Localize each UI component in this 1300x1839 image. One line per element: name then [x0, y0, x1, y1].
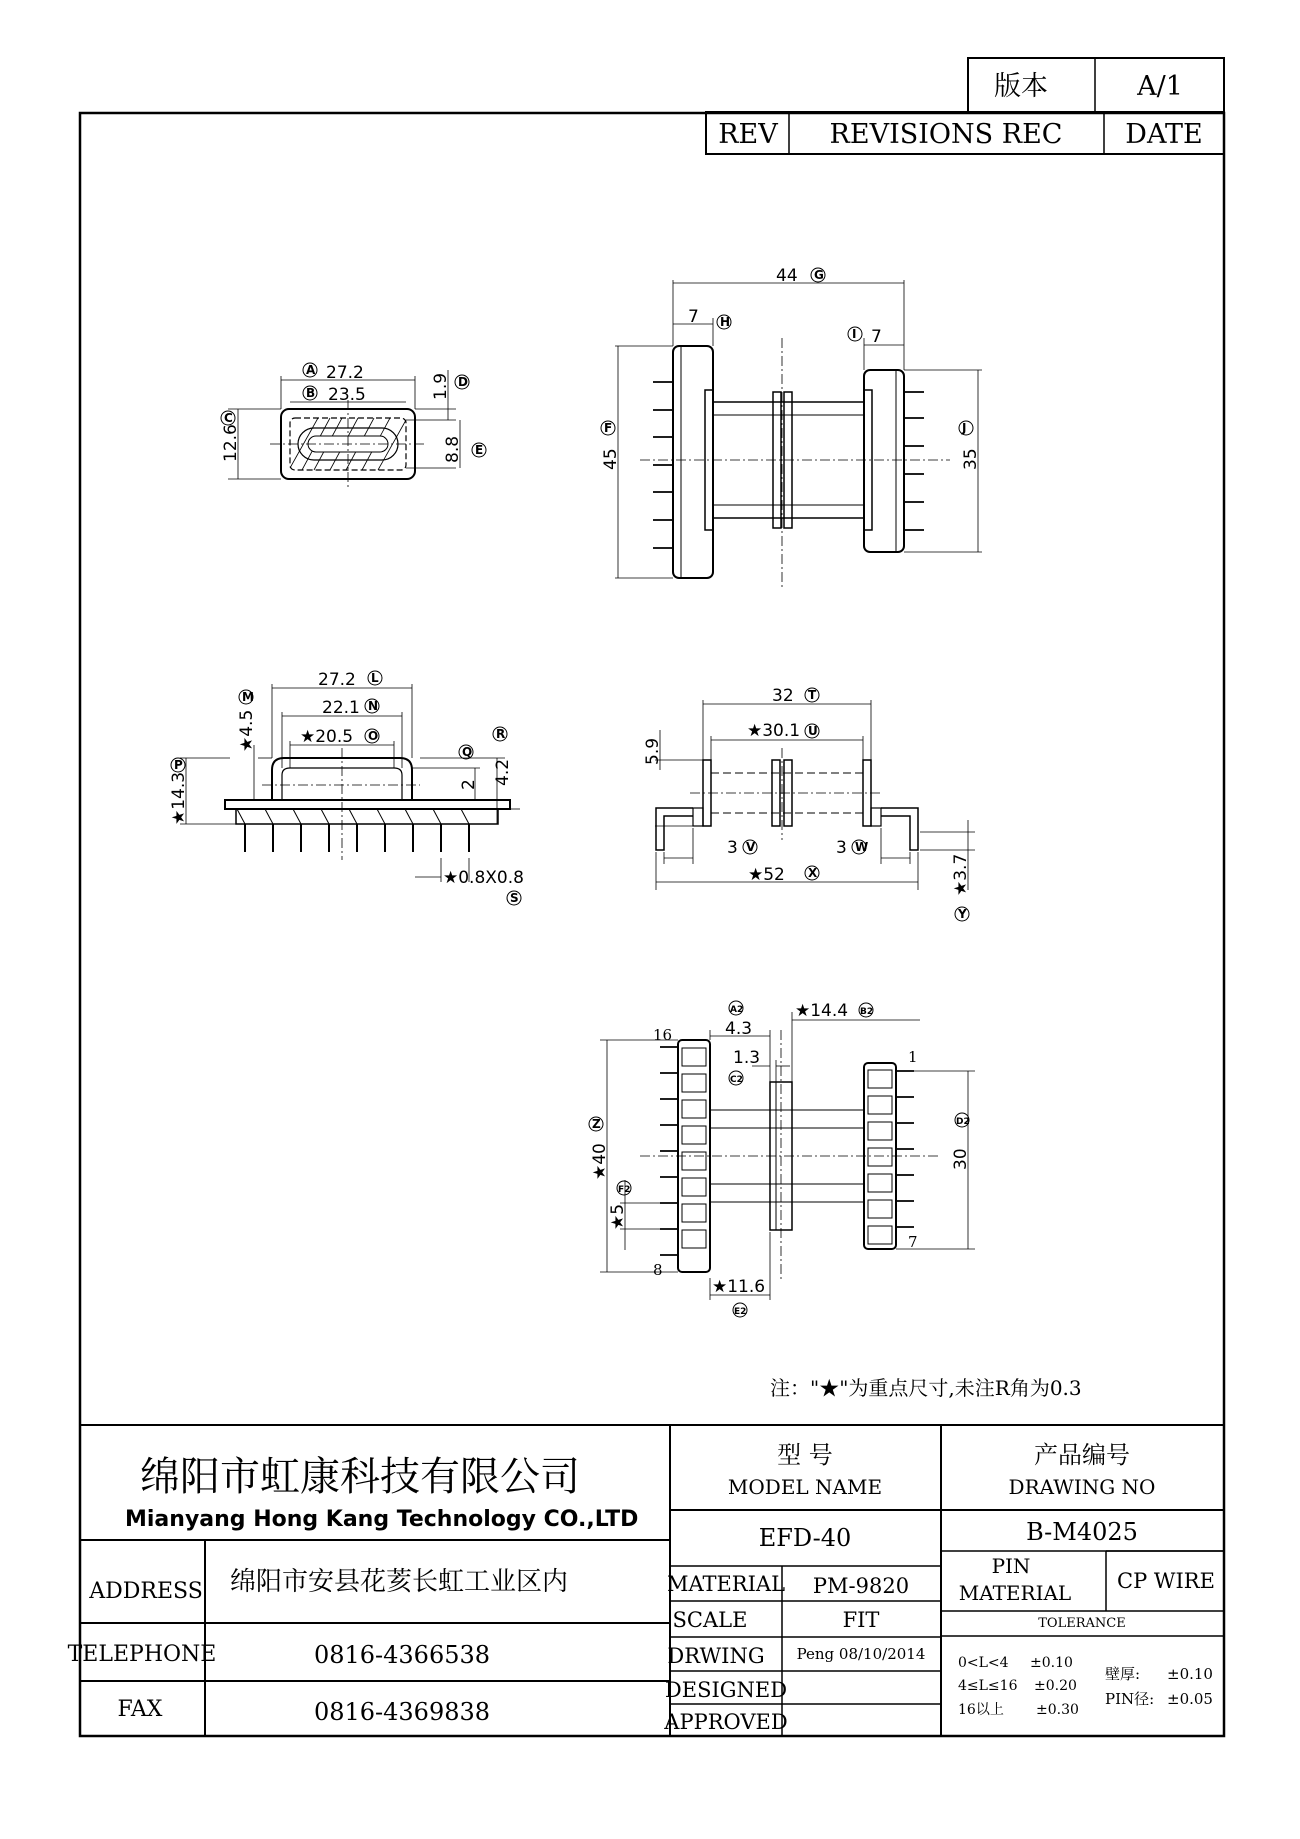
tag-q: Q — [462, 745, 473, 759]
tag-r: R — [496, 727, 506, 741]
front-view — [601, 266, 982, 590]
dim-side-len1: 27.2 — [318, 670, 356, 690]
tag-w: W — [855, 840, 869, 854]
designed-label: DESIGNED — [664, 1678, 788, 1702]
fax-value: 0816-4369838 — [313, 1698, 491, 1726]
scale-value: FIT — [842, 1608, 880, 1632]
tag-t: T — [808, 688, 817, 702]
bottom-view — [589, 1001, 975, 1317]
drwing-label: DRWING — [667, 1644, 765, 1668]
dim-top-inner-h: 8.8 — [443, 435, 463, 463]
dim-side-h4: 4.2 — [493, 758, 513, 786]
tag-v: V — [746, 840, 756, 854]
address-value: 绵阳市安县花荄长虹工业区内 — [230, 1567, 569, 1597]
tag-a: A — [306, 363, 316, 377]
dim-bottom-a2: 4.3 — [725, 1019, 753, 1039]
dim-top-outer-len: 27.2 — [326, 363, 364, 383]
dim-side-pin: ★0.8X0.8 — [443, 868, 524, 888]
dim-side-h1: ★4.5 — [237, 709, 257, 752]
dim-side-len3: ★20.5 — [300, 727, 354, 747]
wall-label: 壁厚: — [1105, 1665, 1141, 1683]
dim-end-pin-h: ★3.7 — [951, 853, 971, 896]
tag-h: H — [720, 315, 731, 329]
pin-material-label: MATERIAL — [958, 1581, 1072, 1605]
pin-7-label: 7 — [908, 1233, 918, 1251]
material-value: PM-9820 — [812, 1574, 910, 1598]
dim-front-width: 44 — [776, 266, 798, 286]
tag-f2: F2 — [618, 1185, 631, 1195]
version-value: A/1 — [1137, 71, 1183, 102]
tol-value-1: ±0.10 — [1030, 1655, 1073, 1671]
dim-front-height-left: 45 — [601, 448, 621, 470]
drwing-value: Peng 08/10/2014 — [796, 1645, 926, 1663]
telephone-value: 0816-4366538 — [313, 1641, 491, 1669]
tag-b: B — [306, 386, 316, 400]
side-view — [169, 670, 524, 905]
dim-bottom-b2: ★14.4 — [795, 1001, 849, 1021]
tag-a2: A2 — [730, 1005, 744, 1015]
tag-o: O — [368, 729, 379, 743]
drawing-note: 注："★"为重点尺寸,未注R角为0.3 — [770, 1376, 1082, 1400]
pin-material-value: CP WIRE — [1117, 1569, 1215, 1593]
tag-c: C — [224, 411, 233, 425]
address-label: ADDRESS — [89, 1579, 203, 1604]
date-label: DATE — [1125, 119, 1203, 150]
dim-front-flange-right: 7 — [871, 327, 882, 347]
dim-end-left3: 3 — [727, 838, 738, 858]
tag-u: U — [808, 724, 818, 738]
dim-top-inner-len: 23.5 — [328, 385, 366, 405]
pin-dia-value: ±0.05 — [1167, 1690, 1213, 1708]
model-name-en: MODEL NAME — [727, 1475, 883, 1499]
tag-i: I — [852, 327, 857, 341]
drawing-no-value: B-M4025 — [1026, 1518, 1138, 1546]
revisions-label: REVISIONS REC — [829, 119, 1063, 150]
tol-range-3: 16以上 — [958, 1702, 1004, 1718]
dim-bottom-d2: 30 — [951, 1148, 971, 1170]
scale-label: SCALE — [672, 1608, 748, 1632]
tag-s: S — [510, 891, 519, 905]
top-view — [221, 363, 486, 490]
dim-bottom-e2: ★11.6 — [712, 1277, 766, 1297]
material-label: MATERIAL — [666, 1572, 786, 1596]
drawing-no-cn: 产品编号 — [1034, 1441, 1130, 1469]
fax-label: FAX — [117, 1697, 163, 1722]
tag-g: G — [814, 268, 824, 282]
model-value: EFD-40 — [758, 1524, 852, 1552]
tol-range-1: 0<L<4 — [958, 1655, 1009, 1671]
tag-d: D — [458, 375, 468, 389]
dim-end-total: ★52 — [748, 865, 785, 885]
pin-dia-label: PIN径: — [1105, 1690, 1155, 1708]
dim-bottom-f2: ★5 — [608, 1203, 628, 1230]
tag-p: P — [174, 758, 183, 772]
dim-front-flange-left: 7 — [688, 307, 699, 327]
tag-j: J — [962, 421, 967, 435]
drawing-no-en: DRAWING NO — [1008, 1475, 1156, 1499]
dim-end-w1: 32 — [772, 686, 794, 706]
dim-side-h3: 2 — [459, 779, 479, 790]
dim-bottom-c2: 1.3 — [733, 1048, 761, 1068]
dim-bottom-z: ★40 — [590, 1143, 610, 1180]
tag-d2: D2 — [956, 1117, 970, 1127]
tol-value-3: ±0.30 — [1036, 1702, 1079, 1718]
wall-value: ±0.10 — [1167, 1665, 1213, 1683]
tag-c2: C2 — [730, 1075, 743, 1085]
tag-y: Y — [958, 907, 967, 921]
model-name-cn: 型 号 — [777, 1441, 833, 1469]
pin-1-label: 1 — [908, 1048, 918, 1066]
tol-range-2: 4≤L≤16 — [958, 1678, 1018, 1694]
tag-z: Z — [592, 1117, 601, 1131]
tolerance-label: TOLERANCE — [1038, 1616, 1126, 1631]
approved-label: APPROVED — [664, 1710, 788, 1734]
dim-front-height-right: 35 — [961, 448, 981, 470]
telephone-label: TELEPHONE — [67, 1642, 217, 1667]
end-view — [643, 686, 975, 921]
dim-side-h2: ★14.3 — [169, 771, 189, 825]
company-name-cn: 绵阳市虹康科技有限公司 — [140, 1454, 580, 1500]
dim-side-len2: 22.1 — [322, 698, 360, 718]
rev-label: REV — [718, 119, 778, 150]
revision-block — [706, 58, 1224, 154]
tag-x: X — [808, 866, 818, 880]
company-name-en: Mianyang Hong Kang Technology CO.,LTD — [125, 1507, 639, 1532]
title-block — [68, 1425, 1224, 1736]
tag-e2: E2 — [734, 1307, 747, 1317]
pin-8-label: 8 — [653, 1261, 663, 1279]
tag-e: E — [475, 443, 484, 457]
tag-l: L — [371, 671, 379, 685]
dim-top-gap: 1.9 — [431, 372, 451, 400]
version-label: 版本 — [994, 71, 1048, 102]
tag-m: M — [242, 690, 254, 704]
dim-top-height: 12.6 — [221, 424, 241, 462]
dim-end-right3: 3 — [836, 838, 847, 858]
dim-end-w2: ★30.1 — [747, 721, 801, 741]
tag-n: N — [368, 699, 379, 713]
tag-f: F — [604, 421, 613, 435]
pin-label: PIN — [991, 1554, 1031, 1578]
pin-16-label: 16 — [653, 1026, 673, 1044]
dim-end-h1: 5.9 — [643, 737, 663, 765]
tag-b2: B2 — [860, 1007, 874, 1017]
tol-value-2: ±0.20 — [1034, 1678, 1077, 1694]
